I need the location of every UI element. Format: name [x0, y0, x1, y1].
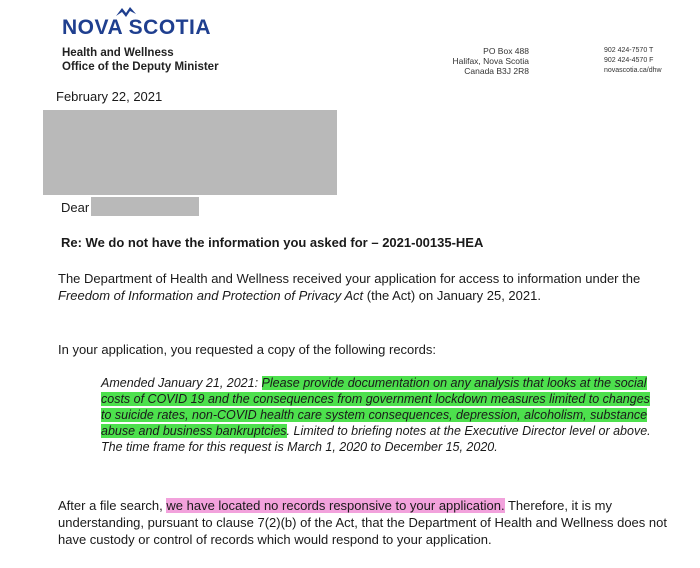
- address-line: PO Box 488: [483, 46, 529, 56]
- phone-line: 902 424-7570 T: [604, 47, 654, 54]
- paragraph-text: After a file search,: [58, 498, 167, 513]
- paragraph-records-requested: In your application, you requested a copy of the following records:: [58, 342, 436, 357]
- quote-prefix: Amended January 21, 2021:: [101, 376, 262, 390]
- salutation: Dear: [61, 200, 90, 215]
- website-line: novascotia.ca/dhw: [604, 67, 662, 74]
- fax-line: 902 424-4570 F: [604, 57, 654, 64]
- address-line: Halifax, Nova Scotia: [452, 56, 529, 66]
- paragraph-text: (the Act) on January 25, 2021.: [363, 288, 541, 303]
- department-block: [62, 46, 219, 74]
- quote-rest: . Limited to briefing notes at the Executive Director level or above. The time frame for this request is March 1, 2020 to December 15, 2020.: [101, 424, 651, 454]
- subject-line: Re: We do not have the information you asked for – 2021-00135-HEA: [61, 235, 484, 250]
- request-quote: [101, 375, 661, 455]
- paragraph-text: Therefore, it is my understanding, pursuant to clause 7(2)(b) of the Act, that the Department of Health and Wellness does not have custody or control of records which would respond to your application.: [58, 498, 667, 547]
- act-title: Freedom of Information and Protection of Privacy Act: [58, 288, 364, 303]
- paragraph-text: The Department of Health and Wellness received your application for access to information under the: [58, 271, 641, 286]
- highlighted-no-records-text: we have located no records responsive to your application.: [166, 498, 505, 513]
- redacted-recipient-address: [43, 110, 337, 195]
- contact-info: [604, 46, 662, 76]
- department-name: Health and Wellness: [62, 47, 174, 59]
- paragraph-search-result: [58, 497, 668, 548]
- address-line: Canada B3J 2R8: [464, 66, 529, 76]
- paragraph-application-received: [58, 270, 668, 304]
- highlighted-request-text: Please provide documentation on any analysis that looks at the social costs of COVID 19 and the consequences from government lockdown measures limited to changes to suicide rates, non-COVID health care system consequences, depression, alcoholism, substance abuse and business bankruptcies: [101, 376, 650, 438]
- mailing-address: [444, 46, 529, 76]
- letter-date: February 22, 2021: [56, 89, 163, 104]
- office-name: Office of the Deputy Minister: [62, 61, 219, 73]
- redacted-recipient-name: [91, 197, 199, 216]
- logo-wordmark: NOVA SCOTIA: [62, 16, 212, 39]
